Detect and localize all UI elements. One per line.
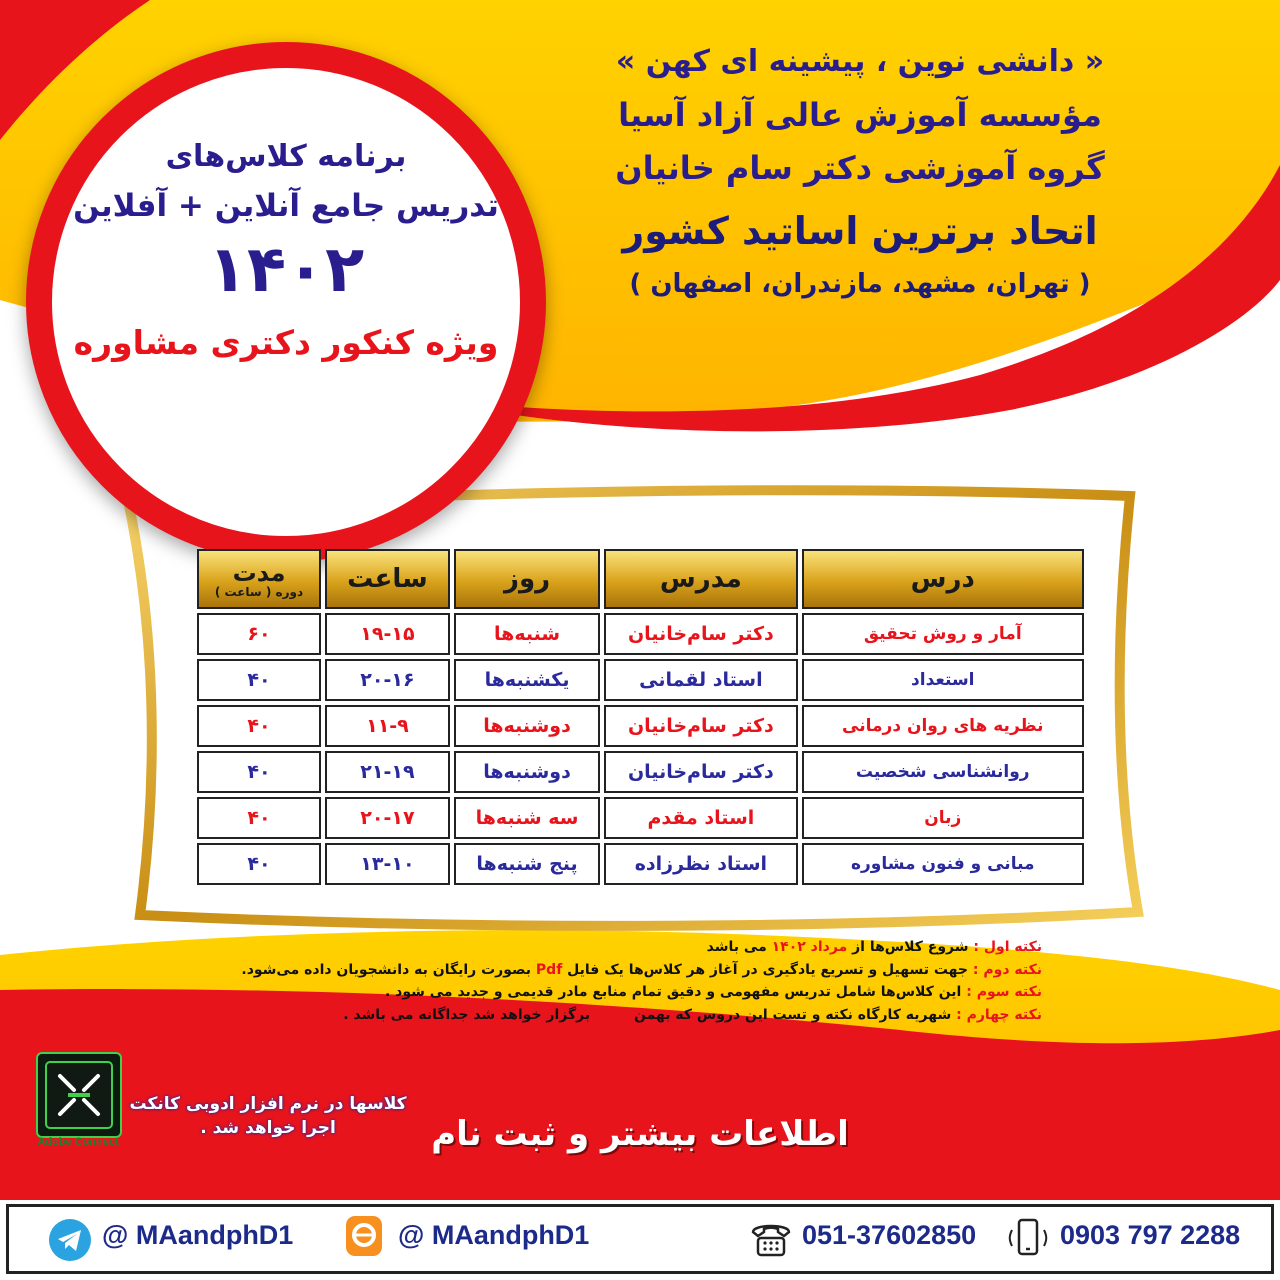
note-item bbox=[230, 936, 1042, 959]
notes-block bbox=[230, 936, 1042, 1026]
table-header-row bbox=[197, 549, 1084, 609]
adobe-connect-logo bbox=[36, 1052, 122, 1138]
cell-time: ۱۹-۱۵ bbox=[325, 613, 450, 655]
note-label: نکته اول : bbox=[973, 939, 1042, 955]
cell-course: روانشناسی شخصیت bbox=[802, 751, 1084, 793]
eitaa-icon bbox=[344, 1214, 384, 1262]
note-highlight: مرداد ۱۴۰۲ bbox=[771, 939, 848, 955]
adobe-connect-icon bbox=[38, 1054, 120, 1136]
header-course: درس bbox=[802, 549, 1084, 609]
header-duration bbox=[197, 549, 321, 609]
cell-duration: ۶۰ bbox=[197, 613, 321, 655]
badge-line-1: برنامه کلاس‌های bbox=[165, 139, 407, 174]
header-duration-label: مدت bbox=[232, 559, 286, 587]
cell-teacher: دکتر سام‌خانیان bbox=[604, 613, 797, 655]
note-text: این کلاس‌ها شامل تدریس مفهومی و دقیق تمام منابع مادر قدیمی و جدید می شود . bbox=[384, 984, 967, 1000]
note-text: شهریه کارگاه نکته و تست این دروس که بهمن bbox=[629, 1006, 957, 1023]
header-time: ساعت bbox=[325, 549, 450, 609]
cell-course: استعداد bbox=[802, 659, 1084, 701]
header-day: روز bbox=[454, 549, 600, 609]
cell-time: ۲۰-۱۶ bbox=[325, 659, 450, 701]
badge-year: ۱۴۰۲ bbox=[207, 233, 365, 307]
note-item bbox=[230, 959, 1042, 982]
cell-time: ۲۱-۱۹ bbox=[325, 751, 450, 793]
note-highlight: Pdf bbox=[535, 961, 563, 978]
table-row bbox=[197, 705, 1084, 747]
note-text-end: می باشد bbox=[706, 939, 772, 955]
note-text-end: بصورت رایگان به دانشجویان داده می‌شود. bbox=[241, 961, 536, 978]
tagline: اتحاد برترین اساتید کشور bbox=[622, 209, 1098, 253]
cell-time: ۱۳-۱۰ bbox=[325, 843, 450, 885]
note-item bbox=[230, 981, 1042, 1004]
note-label: نکته دوم : bbox=[972, 961, 1042, 978]
cell-teacher: دکتر سام‌خانیان bbox=[604, 751, 797, 793]
mobile-number[interactable]: 0903 797 2288 bbox=[1060, 1220, 1241, 1250]
note-label: نکته سوم : bbox=[966, 984, 1042, 1000]
cell-duration: ۴۰ bbox=[197, 751, 321, 793]
slogan: « دانشی نوین ، پیشینه ای کهن » bbox=[615, 44, 1105, 79]
cell-duration: ۴۰ bbox=[197, 843, 321, 885]
institute-name: مؤسسه آموزش عالی آزاد آسیا bbox=[618, 96, 1102, 134]
adobe-connect-note bbox=[128, 1092, 408, 1140]
registration-cta: اطلاعات بیشتر و ثبت نام bbox=[431, 1114, 849, 1154]
table-row bbox=[197, 751, 1084, 793]
mobile-phone-icon bbox=[1004, 1214, 1052, 1262]
badge-line-2: تدریس جامع آنلاین + آفلاین bbox=[73, 188, 499, 224]
adobe-connect-label: Adobe Connect bbox=[37, 1136, 119, 1148]
header-teacher: مدرس bbox=[604, 549, 797, 609]
badge-line-4: ویژه کنکور دکتری مشاوره bbox=[73, 323, 499, 362]
note-text-end: برگزار خواهد شد جداگانه می باشد . bbox=[343, 1006, 595, 1023]
cell-course: زبان bbox=[802, 797, 1084, 839]
schedule-table bbox=[193, 545, 1088, 889]
group-name: گروه آموزشی دکتر سام خانیان bbox=[615, 149, 1105, 187]
cell-day: سه شنبه‌ها bbox=[454, 797, 600, 839]
landline-number[interactable]: 051-37602850 bbox=[802, 1220, 977, 1250]
header-duration-sub: دوره ( ساعت ) bbox=[214, 585, 304, 599]
institute-header bbox=[560, 36, 1160, 304]
cell-teacher: استاد نظرزاده bbox=[604, 843, 797, 885]
telephone-icon bbox=[748, 1216, 794, 1262]
note-label: نکته چهارم : bbox=[956, 1006, 1042, 1023]
cell-duration: ۴۰ bbox=[197, 797, 321, 839]
note-item bbox=[230, 1004, 1042, 1027]
note-text: شروع کلاس‌ها از bbox=[847, 939, 974, 955]
cell-course: نظریه های روان درمانی bbox=[802, 705, 1084, 747]
cell-day: شنبه‌ها bbox=[454, 613, 600, 655]
cell-teacher: دکتر سام‌خانیان bbox=[604, 705, 797, 747]
cell-course: مبانی و فنون مشاوره bbox=[802, 843, 1084, 885]
cities: ( تهران، مشهد، مازندران، اصفهان ) bbox=[629, 269, 1091, 299]
adobe-note-line-2: اجرا خواهد شد . bbox=[200, 1118, 336, 1138]
table-row bbox=[197, 843, 1084, 885]
telegram-icon bbox=[48, 1218, 92, 1262]
cell-day: دوشنبه‌ها bbox=[454, 705, 600, 747]
cell-day: دوشنبه‌ها bbox=[454, 751, 600, 793]
cell-day: پنج شنبه‌ها bbox=[454, 843, 600, 885]
program-badge bbox=[26, 42, 546, 562]
table-row bbox=[197, 613, 1084, 655]
cell-time: ۲۰-۱۷ bbox=[325, 797, 450, 839]
cell-course: آمار و روش تحقیق bbox=[802, 613, 1084, 655]
cell-time: ۱۱-۹ bbox=[325, 705, 450, 747]
note-text: جهت تسهیل و تسریع یادگیری در آغاز هر کلاس‌ها یک فایل bbox=[562, 961, 973, 978]
table-row bbox=[197, 797, 1084, 839]
table-row bbox=[197, 659, 1084, 701]
cell-duration: ۴۰ bbox=[197, 659, 321, 701]
cell-day: یکشنبه‌ها bbox=[454, 659, 600, 701]
adobe-note-line-1: کلاسها در نرم افزار ادوبی کانکت bbox=[129, 1094, 407, 1114]
cell-teacher: استاد مقدم bbox=[604, 797, 797, 839]
telegram-handle[interactable]: @ MAandphD1 bbox=[102, 1220, 294, 1250]
eitaa-handle[interactable]: @ MAandphD1 bbox=[398, 1220, 590, 1250]
cell-teacher: استاد لقمانی bbox=[604, 659, 797, 701]
cell-duration: ۴۰ bbox=[197, 705, 321, 747]
note-highlight: ۱۴۰۲ bbox=[594, 1006, 630, 1023]
